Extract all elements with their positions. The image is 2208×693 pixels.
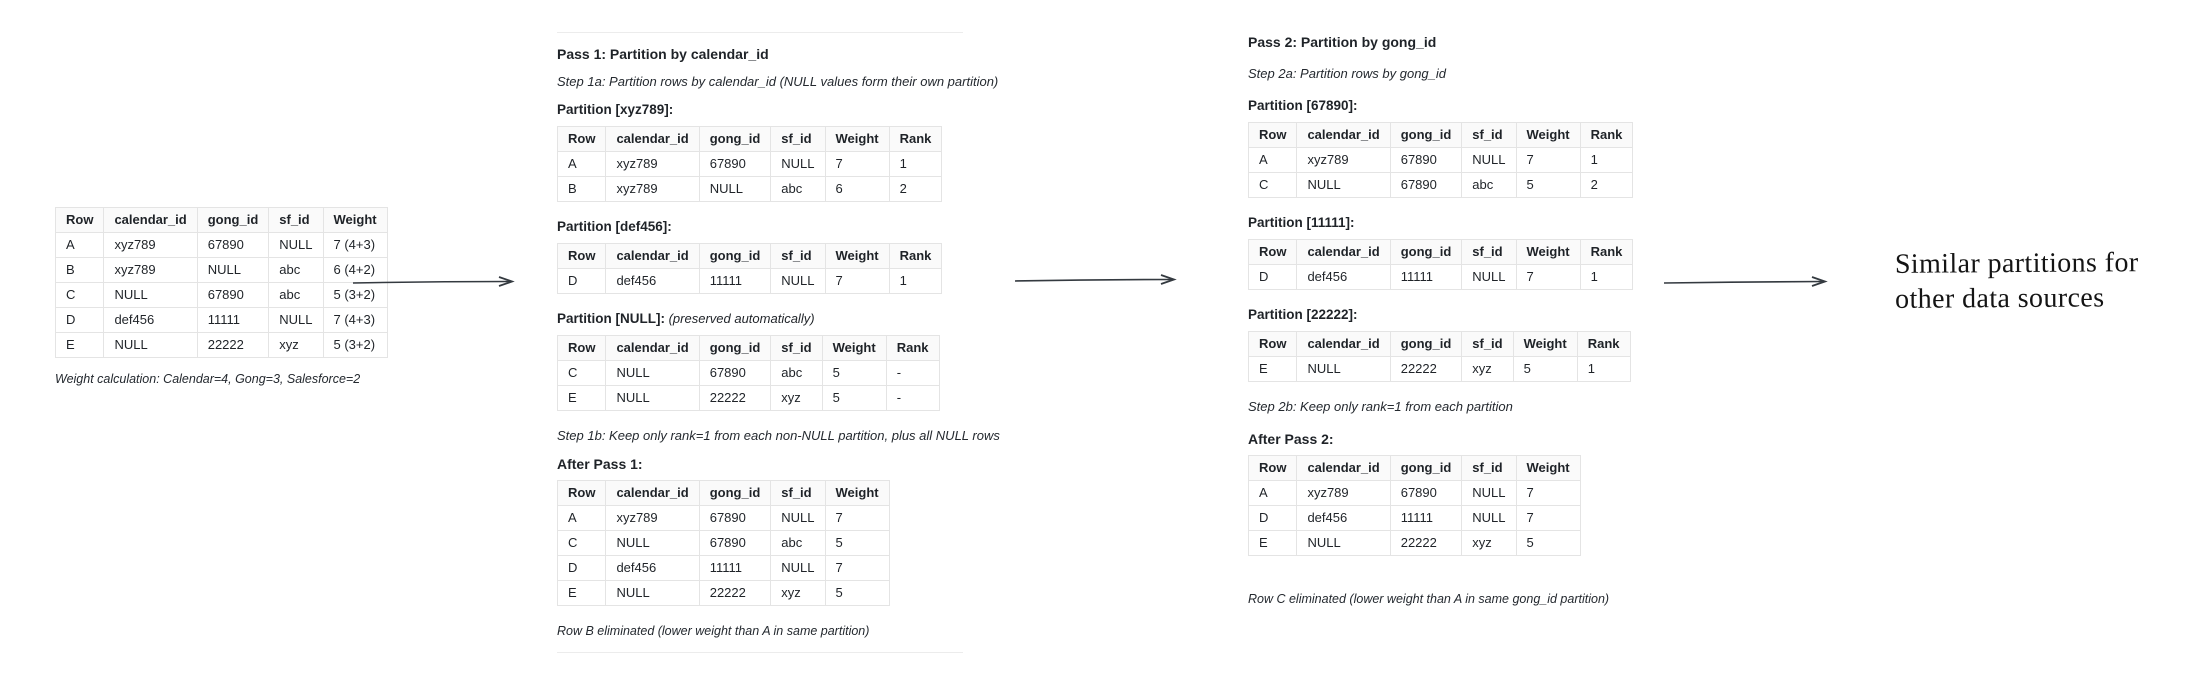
column-header: calendar_id <box>606 244 699 269</box>
table-row <box>558 177 942 202</box>
column-header: gong_id <box>699 127 771 152</box>
table-cell: A <box>56 233 104 258</box>
table-cell: 7 (4+3) <box>323 308 387 333</box>
column-header: Row <box>1249 240 1297 265</box>
table-cell: 5 (3+2) <box>323 283 387 308</box>
column-header: gong_id <box>1390 456 1462 481</box>
table-cell: xyz <box>771 581 825 606</box>
table-cell: abc <box>771 361 822 386</box>
table-cell: 5 <box>822 386 886 411</box>
handwritten-annotation <box>1895 245 2139 317</box>
column-header: Rank <box>1577 332 1630 357</box>
table-cell: 11111 <box>699 269 771 294</box>
table-cell: D <box>1249 506 1297 531</box>
table-row <box>558 556 890 581</box>
table-cell: xyz <box>269 333 323 358</box>
table-cell: NULL <box>1462 506 1516 531</box>
column-header: Weight <box>1513 332 1577 357</box>
table-cell: NULL <box>606 386 699 411</box>
partition-label-text: Partition [xyz789]: <box>557 102 674 117</box>
pass1-after-table <box>557 480 890 606</box>
table-cell: NULL <box>269 308 323 333</box>
header-row <box>1249 240 1633 265</box>
table-cell: 5 <box>1516 173 1580 198</box>
column-header: sf_id <box>771 244 825 269</box>
table-cell: 22222 <box>1390 531 1462 556</box>
column-header: Weight <box>825 127 889 152</box>
pass1-partition-table-3 <box>557 335 940 411</box>
table-cell: 67890 <box>1390 481 1462 506</box>
column-header: sf_id <box>269 208 323 233</box>
header-row <box>558 336 940 361</box>
column-header: Row <box>558 244 606 269</box>
column-header: calendar_id <box>1297 456 1390 481</box>
column-header: Rank <box>889 127 942 152</box>
table-cell: abc <box>269 258 323 283</box>
table-row <box>558 152 942 177</box>
pass1-partitions <box>557 103 1027 411</box>
column-header: Weight <box>825 244 889 269</box>
table-cell: xyz <box>1462 531 1516 556</box>
partition-label-text: Partition [11111]: <box>1248 215 1355 230</box>
pass2-after-table <box>1248 455 1581 556</box>
table-cell: def456 <box>606 556 699 581</box>
table-row <box>1249 506 1581 531</box>
pass1-after-table-slot <box>557 480 1027 606</box>
column-header: sf_id <box>1462 240 1516 265</box>
table-cell: - <box>886 386 939 411</box>
table-cell: A <box>1249 481 1297 506</box>
header-row <box>558 244 942 269</box>
pass1-step-b: Step 1b: Keep only rank=1 from each non-NULL partition, plus all NULL rows <box>557 428 1000 443</box>
column-header: gong_id <box>699 244 771 269</box>
table-row <box>1249 173 1633 198</box>
header-row <box>1249 456 1581 481</box>
table-cell: 1 <box>1577 357 1630 382</box>
table-cell: NULL <box>771 556 825 581</box>
table-cell: xyz <box>771 386 822 411</box>
pass2-partitions <box>1248 99 1718 382</box>
table-cell: abc <box>269 283 323 308</box>
top-divider <box>557 32 963 33</box>
table-cell: 22222 <box>1390 357 1462 382</box>
column-header: Weight <box>1516 123 1580 148</box>
pass1-partition-label-3 <box>557 312 1027 326</box>
partition-label-text: Partition [NULL]: <box>557 311 665 326</box>
pass2-partition-label-3 <box>1248 308 1718 322</box>
table-cell: D <box>558 269 606 294</box>
table-cell: B <box>56 258 104 283</box>
flow-arrow-3 <box>1661 273 1835 291</box>
column-header: calendar_id <box>1297 332 1390 357</box>
table-row <box>56 233 388 258</box>
flow-arrow-1 <box>350 273 522 291</box>
pass1-partition-table-2 <box>557 243 942 294</box>
column-header: Weight <box>825 481 889 506</box>
table-cell: 1 <box>1580 148 1633 173</box>
table-row <box>558 269 942 294</box>
table-row <box>1249 148 1633 173</box>
table-cell: B <box>558 177 606 202</box>
table-cell: xyz789 <box>104 258 197 283</box>
column-header: calendar_id <box>1297 123 1390 148</box>
table-cell: 1 <box>889 269 942 294</box>
table-cell: E <box>558 581 606 606</box>
table-cell: xyz789 <box>104 233 197 258</box>
table-cell: 5 <box>825 531 889 556</box>
pass1-partition-label-1 <box>557 103 1027 117</box>
table-cell: 5 <box>825 581 889 606</box>
pass2-after-table-slot <box>1248 455 1718 556</box>
table-cell: NULL <box>104 283 197 308</box>
table-cell: 5 <box>1513 357 1577 382</box>
column-header: calendar_id <box>606 336 699 361</box>
table-cell: 7 <box>825 269 889 294</box>
table-cell: E <box>56 333 104 358</box>
table-cell: 7 (4+3) <box>323 233 387 258</box>
table-cell: NULL <box>269 233 323 258</box>
table-cell: 7 <box>825 506 889 531</box>
column-header: gong_id <box>197 208 269 233</box>
table-cell: def456 <box>606 269 699 294</box>
header-row <box>558 127 942 152</box>
column-header: sf_id <box>771 481 825 506</box>
table-cell: NULL <box>1462 265 1516 290</box>
table-cell: NULL <box>1297 173 1390 198</box>
pass1-section <box>557 32 1027 653</box>
table-cell: NULL <box>1462 148 1516 173</box>
table-cell: xyz789 <box>1297 148 1390 173</box>
column-header: Row <box>1249 332 1297 357</box>
table-row <box>56 308 388 333</box>
table-cell: 2 <box>889 177 942 202</box>
pass1-step-a: Step 1a: Partition rows by calendar_id (NULL values form their own partition) <box>557 74 999 89</box>
pass2-after-title: After Pass 2: <box>1248 431 1334 447</box>
table-cell: NULL <box>606 531 699 556</box>
table-row <box>558 361 940 386</box>
table-row <box>1249 265 1633 290</box>
table-cell: def456 <box>1297 265 1390 290</box>
table-cell: A <box>558 152 606 177</box>
table-row <box>558 581 890 606</box>
table-cell: E <box>558 386 606 411</box>
column-header: calendar_id <box>1297 240 1390 265</box>
pass2-partition-label-2 <box>1248 216 1718 230</box>
header-row <box>1249 332 1631 357</box>
pass2-partition-table-3 <box>1248 331 1631 382</box>
column-header: sf_id <box>1462 332 1513 357</box>
table-cell: xyz <box>1462 357 1513 382</box>
table-cell: C <box>1249 173 1297 198</box>
table-cell: 67890 <box>197 283 269 308</box>
table-cell: 1 <box>1580 265 1633 290</box>
table-row <box>558 386 940 411</box>
table-cell: 11111 <box>1390 506 1462 531</box>
pass2-step-b: Step 2b: Keep only rank=1 from each partition <box>1248 399 1513 414</box>
column-header: Row <box>558 127 606 152</box>
table-cell: NULL <box>1297 357 1390 382</box>
table-row <box>56 258 388 283</box>
column-header: Row <box>1249 456 1297 481</box>
table-row <box>1249 531 1581 556</box>
column-header: Weight <box>822 336 886 361</box>
table-cell: E <box>1249 531 1297 556</box>
table-cell: 22222 <box>197 333 269 358</box>
table-cell: 67890 <box>699 152 771 177</box>
table-cell: 6 (4+2) <box>323 258 387 283</box>
column-header: sf_id <box>1462 123 1516 148</box>
table-cell: 11111 <box>699 556 771 581</box>
column-header: calendar_id <box>104 208 197 233</box>
table-cell: C <box>558 361 606 386</box>
column-header: calendar_id <box>606 127 699 152</box>
column-header: Rank <box>889 244 942 269</box>
table-row <box>1249 481 1581 506</box>
pass2-partition-label-1 <box>1248 99 1718 113</box>
table-cell: 11111 <box>197 308 269 333</box>
table-cell: E <box>1249 357 1297 382</box>
pass2-title: Pass 2: Partition by gong_id <box>1248 34 1437 50</box>
partition-label-text: Partition [22222]: <box>1248 307 1358 322</box>
table-cell: NULL <box>771 152 825 177</box>
table-cell: abc <box>1462 173 1516 198</box>
annotation-line-1: Similar partitions for <box>1894 247 2139 280</box>
source-section <box>55 207 375 386</box>
table-row <box>558 531 890 556</box>
table-cell: A <box>558 506 606 531</box>
table-cell: 67890 <box>699 531 771 556</box>
column-header: Rank <box>1580 240 1633 265</box>
table-cell: 7 <box>825 152 889 177</box>
column-header: Weight <box>1516 456 1580 481</box>
partition-label-note: (preserved automatically) <box>664 311 815 326</box>
table-row <box>558 506 890 531</box>
table-cell: - <box>886 361 939 386</box>
table-cell: A <box>1249 148 1297 173</box>
source-table <box>55 207 388 358</box>
table-cell: abc <box>771 177 825 202</box>
column-header: Row <box>56 208 104 233</box>
header-row <box>1249 123 1633 148</box>
table-cell: NULL <box>606 581 699 606</box>
source-table-slot <box>55 207 375 358</box>
column-header: Rank <box>886 336 939 361</box>
table-cell: 5 <box>1516 531 1580 556</box>
table-cell: 7 <box>1516 148 1580 173</box>
column-header: gong_id <box>699 481 771 506</box>
flow-arrow-2 <box>1012 271 1184 289</box>
table-cell: 67890 <box>699 506 771 531</box>
table-cell: 7 <box>1516 265 1580 290</box>
table-cell: 67890 <box>1390 173 1462 198</box>
bottom-divider <box>557 652 963 653</box>
table-cell: xyz789 <box>606 152 699 177</box>
table-cell: 5 (3+2) <box>323 333 387 358</box>
pass2-section <box>1248 17 1718 606</box>
column-header: Row <box>1249 123 1297 148</box>
column-header: Row <box>558 336 606 361</box>
pass1-partition-table-1 <box>557 126 942 202</box>
table-cell: NULL <box>1462 481 1516 506</box>
column-header: gong_id <box>1390 240 1462 265</box>
table-cell: 11111 <box>1390 265 1462 290</box>
table-cell: NULL <box>197 258 269 283</box>
table-cell: NULL <box>1297 531 1390 556</box>
column-header: Row <box>558 481 606 506</box>
table-cell: C <box>558 531 606 556</box>
pass1-title: Pass 1: Partition by calendar_id <box>557 46 769 62</box>
table-cell: C <box>56 283 104 308</box>
table-cell: D <box>558 556 606 581</box>
table-cell: 1 <box>889 152 942 177</box>
column-header: Weight <box>1516 240 1580 265</box>
table-cell: 7 <box>1516 506 1580 531</box>
pass1-elimination-note: Row B eliminated (lower weight than A in same partition) <box>557 624 870 638</box>
table-cell: 22222 <box>699 581 771 606</box>
column-header: Weight <box>323 208 387 233</box>
column-header: gong_id <box>1390 332 1462 357</box>
pass1-after-title: After Pass 1: <box>557 456 643 472</box>
table-cell: D <box>1249 265 1297 290</box>
table-cell: 22222 <box>699 386 771 411</box>
table-cell: NULL <box>606 361 699 386</box>
table-cell: 67890 <box>1390 148 1462 173</box>
table-cell: 7 <box>825 556 889 581</box>
table-cell: NULL <box>104 333 197 358</box>
column-header: Rank <box>1580 123 1633 148</box>
column-header: sf_id <box>771 127 825 152</box>
table-cell: xyz789 <box>1297 481 1390 506</box>
column-header: calendar_id <box>606 481 699 506</box>
table-cell: xyz789 <box>606 506 699 531</box>
column-header: sf_id <box>1462 456 1516 481</box>
partition-label-text: Partition [67890]: <box>1248 98 1358 113</box>
table-cell: NULL <box>699 177 771 202</box>
pass1-partition-label-2 <box>557 220 1027 234</box>
table-cell: def456 <box>104 308 197 333</box>
table-cell: def456 <box>1297 506 1390 531</box>
column-header: sf_id <box>771 336 822 361</box>
table-cell: xyz789 <box>606 177 699 202</box>
table-cell: abc <box>771 531 825 556</box>
pass2-elimination-note: Row C eliminated (lower weight than A in same gong_id partition) <box>1248 592 1610 606</box>
annotation-line-2: other data sources <box>1895 282 2105 315</box>
table-cell: 67890 <box>699 361 771 386</box>
table-cell: 7 <box>1516 481 1580 506</box>
table-cell: 2 <box>1580 173 1633 198</box>
table-cell: 5 <box>822 361 886 386</box>
table-row <box>56 333 388 358</box>
header-row <box>558 481 890 506</box>
table-cell: 67890 <box>197 233 269 258</box>
header-row <box>56 208 388 233</box>
table-cell: NULL <box>771 506 825 531</box>
partition-label-text: Partition [def456]: <box>557 219 672 234</box>
table-cell: NULL <box>771 269 825 294</box>
table-row <box>1249 357 1631 382</box>
pass2-partition-table-2 <box>1248 239 1633 290</box>
table-cell: 6 <box>825 177 889 202</box>
pass2-step-a: Step 2a: Partition rows by gong_id <box>1248 66 1447 81</box>
column-header: gong_id <box>699 336 771 361</box>
weight-calculation-note: Weight calculation: Calendar=4, Gong=3, Salesforce=2 <box>55 372 361 386</box>
column-header: gong_id <box>1390 123 1462 148</box>
table-cell: D <box>56 308 104 333</box>
pass2-partition-table-1 <box>1248 122 1633 198</box>
table-row <box>56 283 388 308</box>
